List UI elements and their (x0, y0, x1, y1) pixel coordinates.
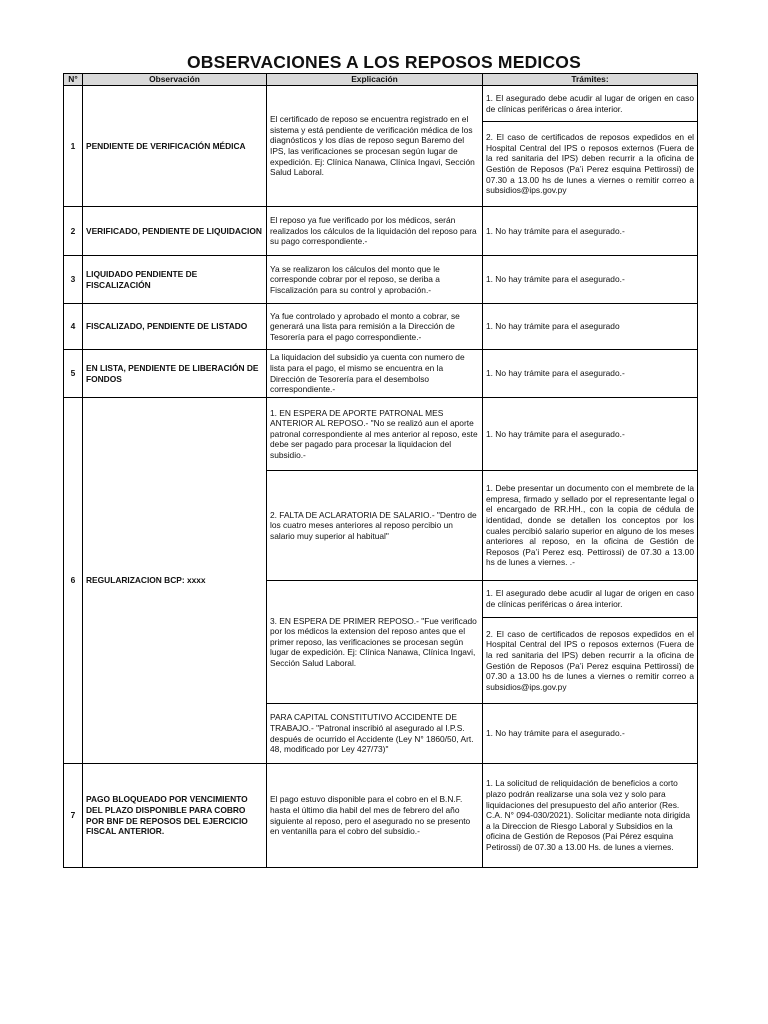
procedure-cell: 1. No hay trámite para el asegurado.- (483, 207, 698, 256)
explanation-cell: El pago estuvo disponible para el cobro en el B.N.F. hasta el último dia habil del mes de febrero del año siguiente al reposo, pero el asegurado no se presento en ventanilla para el cobro del subsidio.- (267, 764, 483, 868)
observation-cell: PAGO BLOQUEADO POR VENCIMIENTO DEL PLAZO DISPONIBLE PARA COBRO POR BNF DE REPOSOS DEL EJERCICIO FISCAL ANTERIOR. (83, 764, 267, 868)
procedure-cell: 1. El asegurado debe acudir al lugar de origen en caso de clínicas periféricas o área interior. (483, 86, 698, 122)
observation-cell: EN LISTA, PENDIENTE DE LIBERACIÓN DE FONDOS (83, 350, 267, 398)
explanation-cell: 1. EN ESPERA DE APORTE PATRONAL MES ANTERIOR AL REPOSO.- "No se realizó aun el aporte patronal correspondiente al mes anterior al reposo, este debe ser pagado para procesar la liquidacion del subsidio.- (267, 398, 483, 471)
row-number: 4 (64, 304, 83, 350)
row-number: 5 (64, 350, 83, 398)
row-number: 3 (64, 256, 83, 304)
explanation-cell: Ya fue controlado y aprobado el monto a cobrar, se generará una lista para remisión a la Dirección de Tesorería para el pago correspondiente.- (267, 304, 483, 350)
table-row (64, 398, 698, 471)
procedure-cell: 1. No hay trámite para el asegurado.- (483, 256, 698, 304)
explanation-cell: La liquidacion del subsidio ya cuenta con numero de lista para el pago, el mismo se encuentra en la Dirección de Tesorería para el desembolso correspondiente.- (267, 350, 483, 398)
procedure-cell: 1. No hay trámite para el asegurado (483, 304, 698, 350)
procedure-cell: 1. La solicitud de reliquidación de beneficios a corto plazo podrán realizarse una sola vez y solo para liquidaciones del presupuesto del año anterior (Res. C.A. N° 094-030/2021). Solicitar mediante nota dirigida a la Direccion de Riesgo Laboral y Subsidios en la oficina de Gestión de Reposos (Pai Pérez esquina Petirossi) de 07.30 a 13.00 Hs. de lunes a viernes. (483, 764, 698, 868)
header-number: N° (64, 74, 83, 86)
table-row (64, 350, 698, 398)
explanation-cell: Ya se realizaron los cálculos del monto que le corresponde cobrar por el reposo, se deriba a Fiscalización para su control y aprobación.- (267, 256, 483, 304)
table-row (64, 256, 698, 304)
table-row (64, 86, 698, 122)
observation-cell: LIQUIDADO PENDIENTE DE FISCALIZACIÓN (83, 256, 267, 304)
row-number: 1 (64, 86, 83, 207)
table-row (64, 207, 698, 256)
explanation-cell: 3. EN ESPERA DE PRIMER REPOSO.- "Fue verificado por los médicos la extension del reposo antes que el primer reposo, las verificaciones se procesan según lugar de expedición. Ej: Clínica Nanawa, Clínica Ingavi, Sección Salud Laboral. (267, 581, 483, 704)
row-number: 2 (64, 207, 83, 256)
page-title: OBSERVACIONES A LOS REPOSOS MEDICOS (186, 52, 581, 72)
procedure-cell: 1. No hay trámite para el asegurado.- (483, 398, 698, 471)
row-number: 7 (64, 764, 83, 868)
header-procedures: Trámites: (483, 74, 698, 86)
explanation-cell: El certificado de reposo se encuentra registrado en el sistema y está pendiente de verificación médica de los diagnósticos y los días de reposo segun Baremo del IPS, las verificaciones se procesan según lugar de expedición. Ej: Clínica Nanawa, Clínica Ingavi, Sección Salud Laboral. (267, 86, 483, 207)
observation-cell: VERIFICADO, PENDIENTE DE LIQUIDACION (83, 207, 267, 256)
header-observation: Observación (83, 74, 267, 86)
procedure-cell: 2. El caso de certificados de reposos expedidos en el Hospital Central del IPS o reposos externos (Fuera de la red sanitaria del IPS) deben recurrir a la oficina de Gestión de Reposos (Pa’i Perez esquina Pettirossi) de 07.30 a 13.00 hs de lunes a viernes o remitir correo a subsidios@ips.gov.py (483, 122, 698, 207)
observations-table (63, 73, 698, 868)
procedure-cell: 1. No hay trámite para el asegurado.- (483, 704, 698, 764)
table-row (64, 764, 698, 868)
procedure-cell: 1. No hay trámite para el asegurado.- (483, 350, 698, 398)
table-row (64, 304, 698, 350)
procedure-cell: 2. El caso de certificados de reposos expedidos en el Hospital Central del IPS o reposos externos (Fuera de la red sanitaria del IPS) deben recurrir a la oficina de Gestión de Reposos (Pa’i Perez esquina Pettirossi) de 07.30 a 13.00 hs de lunes a viernes o remitir correo a subsidios@ips.gov.py (483, 618, 698, 704)
explanation-cell: El reposo ya fue verificado por los médicos, serán realizados los cálculos de la liquidación del reposo para su pago correspondiente.- (267, 207, 483, 256)
header-explanation: Explicación (267, 74, 483, 86)
explanation-cell: 2. FALTA DE ACLARATORIA DE SALARIO.- "Dentro de los cuatro meses anteriores al reposo percibio un salario muy superior al habitual" (267, 471, 483, 581)
row-number: 6 (64, 398, 83, 764)
explanation-cell: PARA CAPITAL CONSTITUTIVO ACCIDENTE DE TRABAJO.- "Patronal inscribió al asegurado al I.P.S. después de ocurrido el Accidente (Ley N° 1860/50, Art. 48, modificado por Ley 427/73)" (267, 704, 483, 764)
observation-cell: PENDIENTE DE VERIFICACIÓN MÉDICA (83, 86, 267, 207)
procedure-cell: 1. Debe presentar un documento con el membrete de la empresa, firmado y sellado por el representante legal o el encargado de RR.HH., con la copia de cédula de identidad, donde se detallen los conceptos por los cuales percibió salario superior en alguno de los meses anteriores al reposo, en la oficina de Gestión de Reposos (Pa’i Perez esq. Pettirossi) de 07.30 a 13.00 hs de lunes a viernes. .- (483, 471, 698, 581)
observation-cell: FISCALIZADO, PENDIENTE DE LISTADO (83, 304, 267, 350)
table-header-row (64, 74, 698, 86)
procedure-cell: 1. El asegurado debe acudir al lugar de origen en caso de clínicas periféricas o área interior. (483, 581, 698, 618)
observation-cell: REGULARIZACION BCP: xxxx (83, 398, 267, 764)
